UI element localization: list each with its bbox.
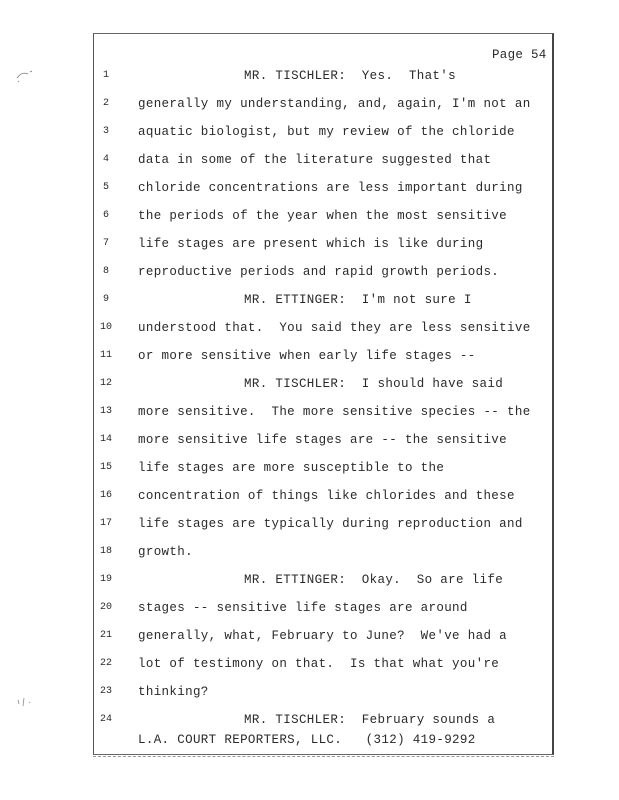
- line-number: 8: [102, 266, 109, 277]
- line-text: life stages are typically during reproduction and: [138, 517, 523, 531]
- line-number: 23: [99, 686, 112, 697]
- transcript-line: [0, 180, 619, 196]
- line-text: understood that. You said they are less sensitive: [138, 321, 531, 335]
- transcript-line: [0, 628, 619, 644]
- transcript-line: [0, 404, 619, 420]
- line-number: 4: [102, 154, 109, 165]
- speaker-line-text: MR. ETTINGER: I'm not sure I: [244, 293, 472, 307]
- transcript-page-frame: [93, 33, 554, 755]
- transcript-line: [0, 124, 619, 140]
- line-text: more sensitive life stages are -- the sensitive: [138, 433, 508, 447]
- transcript-line: [0, 684, 619, 700]
- line-text: reproductive periods and rapid growth periods.: [138, 265, 500, 279]
- transcript-line: [0, 516, 619, 532]
- transcript-line: [0, 712, 619, 728]
- line-text: data in some of the literature suggested that: [138, 153, 492, 167]
- speaker-line-text: MR. TISCHLER: February sounds a: [244, 713, 496, 727]
- line-number: 3: [102, 126, 109, 137]
- speaker-line-text: MR. TISCHLER: Yes. That's: [244, 69, 456, 83]
- line-text: stages -- sensitive life stages are around: [138, 601, 468, 615]
- transcript-line: [0, 488, 619, 504]
- transcript-line: [0, 68, 619, 84]
- line-number: 14: [99, 434, 112, 445]
- speaker-line-text: MR. TISCHLER: I should have said: [244, 377, 504, 391]
- line-number: 5: [102, 182, 109, 193]
- line-number: 21: [99, 630, 112, 641]
- transcript-line: [0, 264, 619, 280]
- line-text: generally, what, February to June? We've had a: [138, 629, 508, 643]
- line-number: 13: [99, 406, 112, 417]
- line-number: 7: [102, 238, 109, 249]
- line-number: 11: [99, 350, 112, 361]
- transcript-line: [0, 460, 619, 476]
- transcript-line: [0, 320, 619, 336]
- transcript-line: [0, 208, 619, 224]
- transcript-line: [0, 656, 619, 672]
- line-number: 1: [102, 70, 109, 81]
- transcript-line: [0, 236, 619, 252]
- line-number: 17: [99, 518, 112, 529]
- line-number: 24: [99, 714, 112, 725]
- transcript-line: [0, 348, 619, 364]
- line-number: 15: [99, 462, 112, 473]
- transcript-line: [0, 376, 619, 392]
- page-number: Page 54: [492, 48, 547, 62]
- line-text: life stages are more susceptible to the: [138, 461, 445, 475]
- line-text: the periods of the year when the most sensitive: [138, 209, 508, 223]
- line-number: 2: [102, 98, 109, 109]
- scan-edge-divider: [93, 756, 554, 761]
- transcript-line: [0, 544, 619, 560]
- transcript-line: [0, 432, 619, 448]
- line-text: thinking?: [138, 685, 209, 699]
- line-number: 19: [99, 574, 112, 585]
- line-number: 22: [99, 658, 112, 669]
- line-number: 9: [102, 294, 109, 305]
- line-text: concentration of things like chlorides and these: [138, 489, 515, 503]
- line-number: 20: [99, 602, 112, 613]
- line-number: 18: [99, 546, 112, 557]
- line-text: or more sensitive when early life stages --: [138, 349, 476, 363]
- line-text: more sensitive. The more sensitive species -- the: [138, 405, 531, 419]
- line-number: 12: [99, 378, 112, 389]
- court-reporter-footer: L.A. COURT REPORTERS, LLC. (312) 419-9292: [138, 733, 476, 747]
- line-text: chloride concentrations are less important during: [138, 181, 523, 195]
- line-number: 6: [102, 210, 109, 221]
- line-text: life stages are present which is like during: [138, 237, 484, 251]
- transcript-line: [0, 96, 619, 112]
- line-text: growth.: [138, 545, 193, 559]
- transcript-line: [0, 292, 619, 308]
- transcript-line: [0, 572, 619, 588]
- line-text: aquatic biologist, but my review of the chloride: [138, 125, 515, 139]
- transcript-line: [0, 600, 619, 616]
- line-text: generally my understanding, and, again, I'm not an: [138, 97, 531, 111]
- line-number: 10: [99, 322, 112, 333]
- line-text: lot of testimony on that. Is that what you're: [138, 657, 500, 671]
- speaker-line-text: MR. ETTINGER: Okay. So are life: [244, 573, 504, 587]
- transcript-line: [0, 152, 619, 168]
- line-number: 16: [99, 490, 112, 501]
